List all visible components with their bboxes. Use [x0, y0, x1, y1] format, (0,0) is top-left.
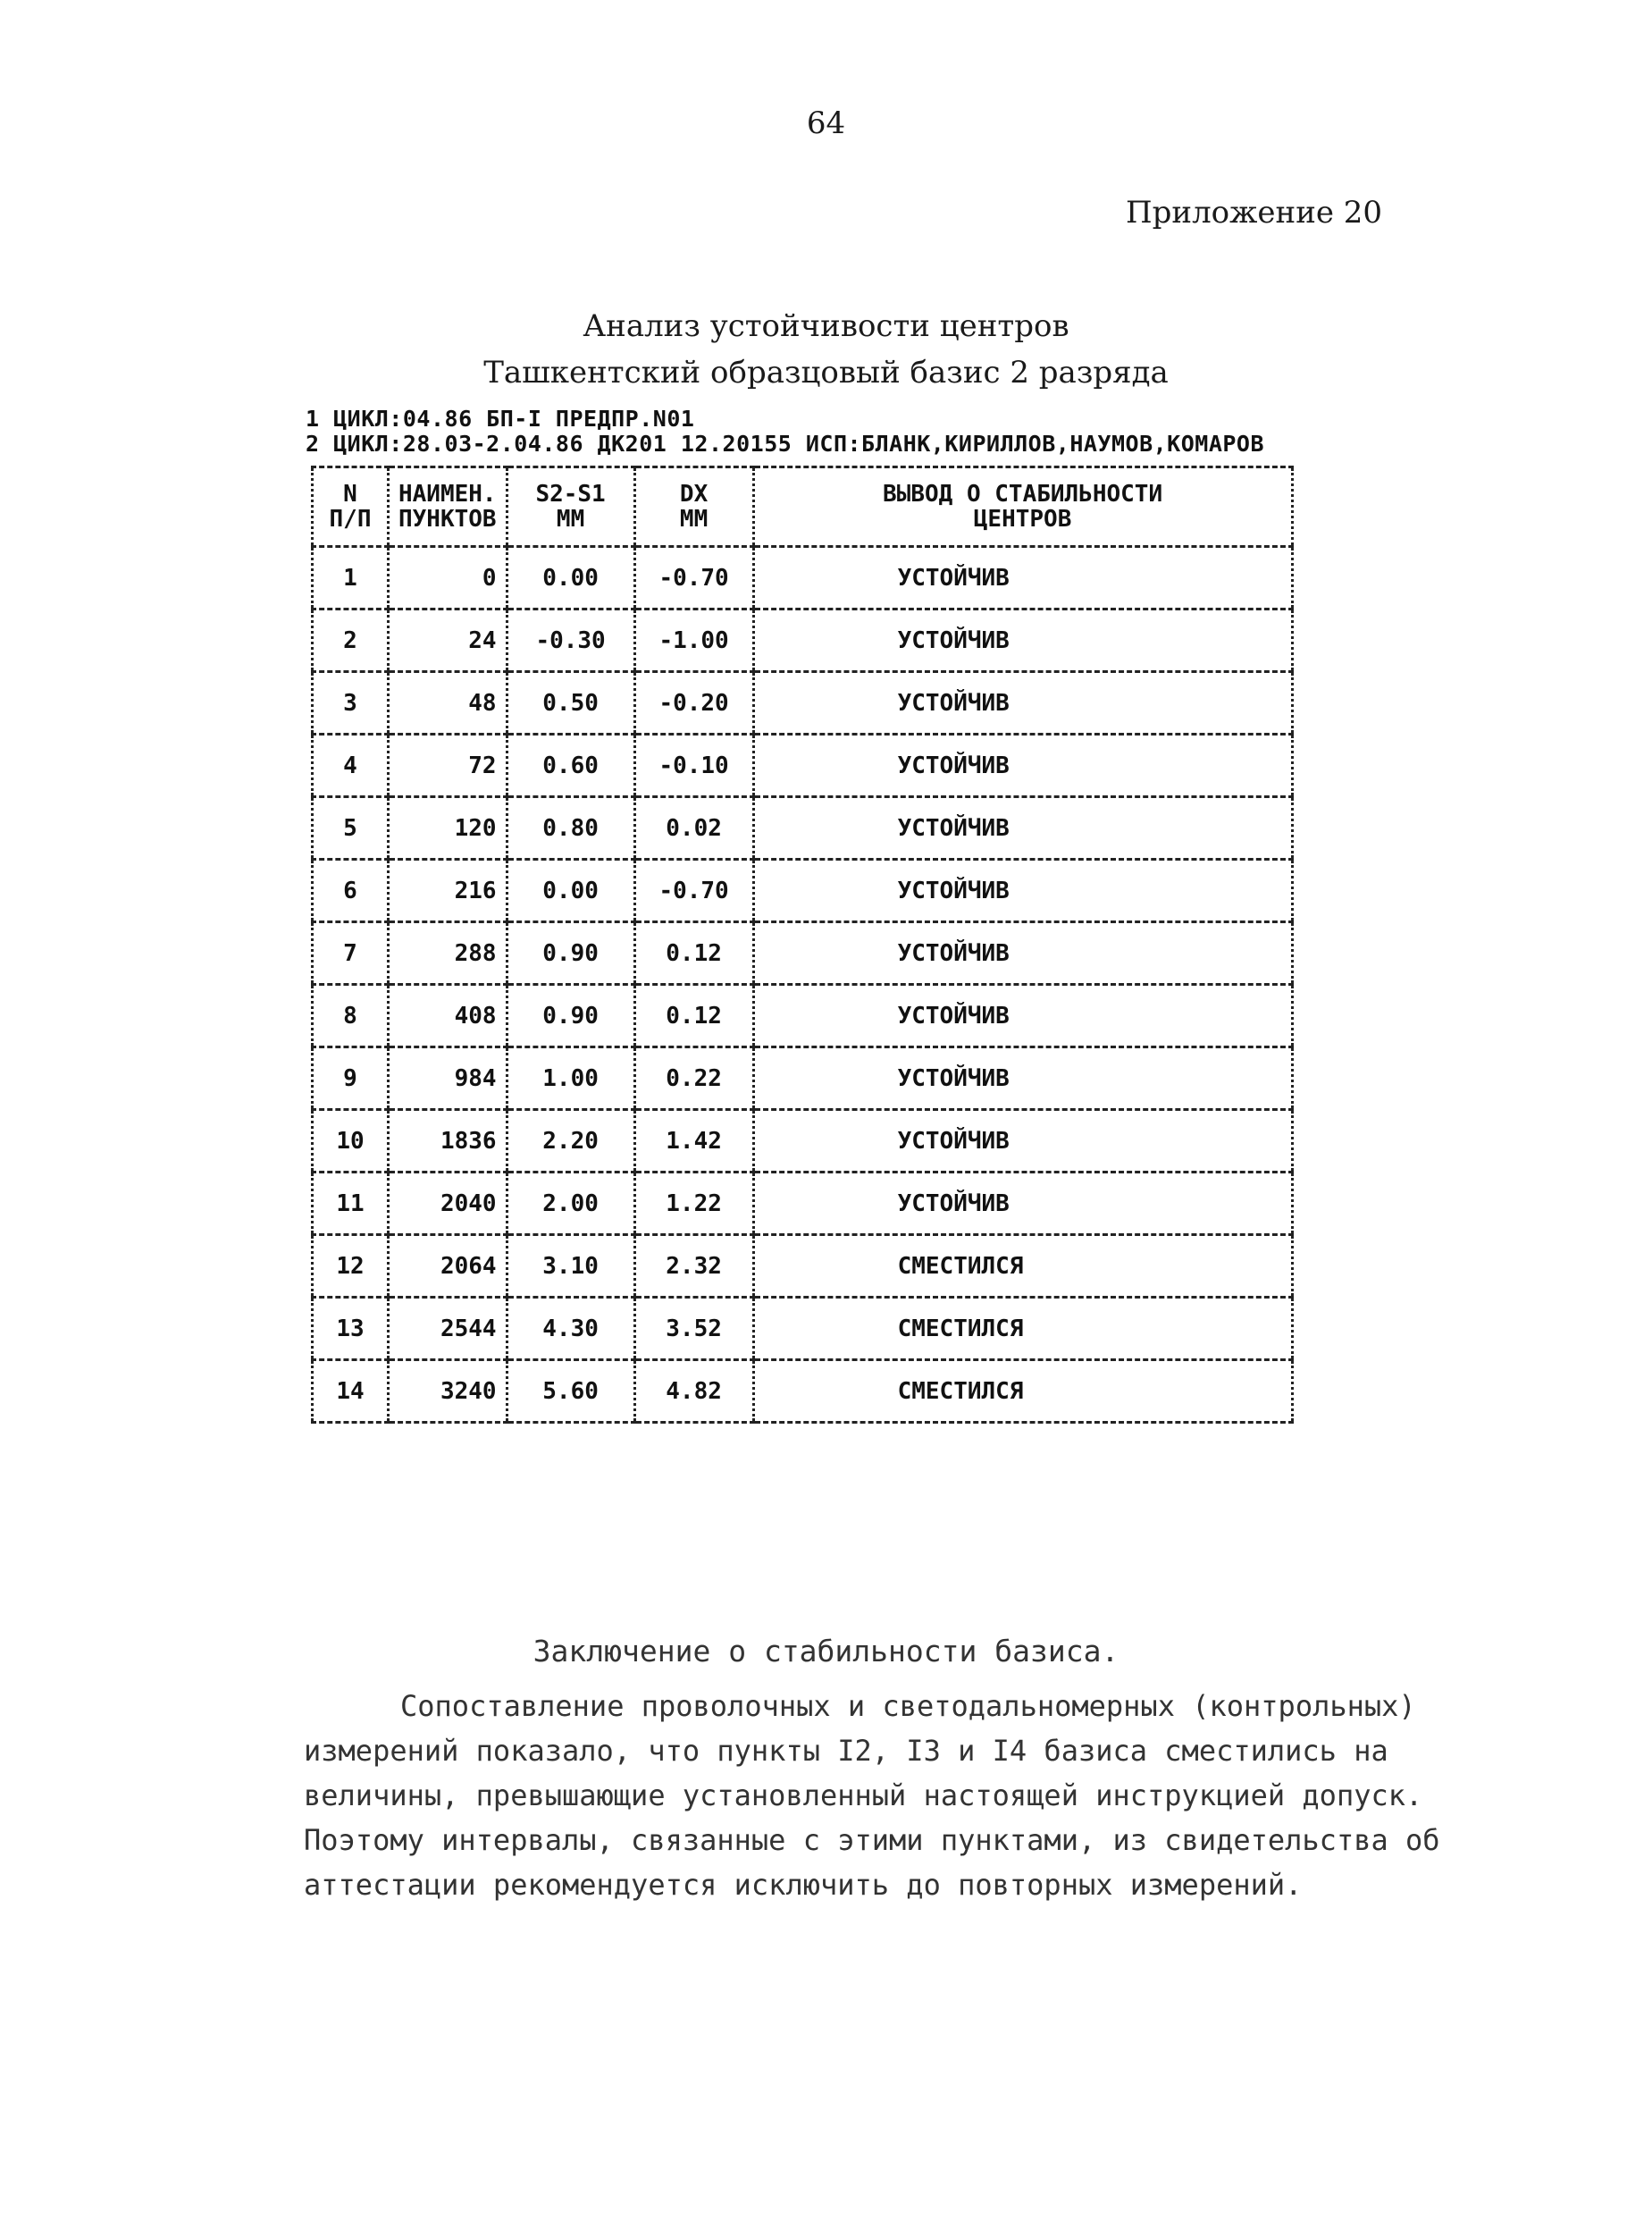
cell-stability: УСТОЙЧИВ — [753, 985, 1292, 1047]
table-row — [313, 1110, 1293, 1173]
cell-s2-s1: 1.00 — [507, 1047, 634, 1110]
cell-dx: 2.32 — [634, 1235, 753, 1298]
cell-stability: УСТОЙЧИВ — [753, 1110, 1292, 1173]
cell-stability: УСТОЙЧИВ — [753, 1047, 1292, 1110]
cell-stability: УСТОЙЧИВ — [753, 672, 1292, 735]
cell-number: 5 — [313, 797, 389, 860]
cell-point-name: 408 — [389, 985, 507, 1047]
table-row — [313, 547, 1293, 609]
appendix-label: Приложение 20 — [1126, 195, 1383, 231]
cell-dx: 0.22 — [634, 1047, 753, 1110]
cell-s2-s1: 0.60 — [507, 735, 634, 797]
header-number: N П/П — [313, 467, 389, 547]
cell-s2-s1: 0.00 — [507, 860, 634, 922]
cell-point-name: 216 — [389, 860, 507, 922]
table-row — [313, 609, 1293, 672]
table-row — [313, 985, 1293, 1047]
cell-point-name: 0 — [389, 547, 507, 609]
header-s2-s1: S2-S1 ММ — [507, 467, 634, 547]
cell-point-name: 288 — [389, 922, 507, 985]
cell-s2-s1: 0.00 — [507, 547, 634, 609]
cell-number: 12 — [313, 1235, 389, 1298]
cell-point-name: 120 — [389, 797, 507, 860]
cell-number: 13 — [313, 1298, 389, 1360]
table-row — [313, 672, 1293, 735]
printout-cycle-2: 2 ЦИКЛ:28.03-2.04.86 ДК201 12.20155 ИСП:БЛАНК,КИРИЛЛОВ,НАУМОВ,КОМАРОВ — [306, 431, 1265, 457]
printout-cycle-1: 1 ЦИКЛ:04.86 БП-I ПРЕДПР.N01 — [306, 406, 695, 432]
cell-stability: УСТОЙЧИВ — [753, 547, 1292, 609]
cell-number: 9 — [313, 1047, 389, 1110]
cell-stability: УСТОЙЧИВ — [753, 609, 1292, 672]
conclusion-body — [304, 1684, 1537, 1907]
cell-stability: УСТОЙЧИВ — [753, 797, 1292, 860]
conclusion-title: Заключение о стабильности базиса. — [532, 1634, 1120, 1669]
table-row — [313, 1360, 1293, 1423]
cell-s2-s1: 0.50 — [507, 672, 634, 735]
table-row — [313, 1235, 1293, 1298]
table-row — [313, 1047, 1293, 1110]
cell-point-name: 2544 — [389, 1298, 507, 1360]
cell-s2-s1: 2.20 — [507, 1110, 634, 1173]
cell-s2-s1: 0.90 — [507, 985, 634, 1047]
cell-dx: 3.52 — [634, 1298, 753, 1360]
cell-point-name: 1836 — [389, 1110, 507, 1173]
header-dx: DX ММ — [634, 467, 753, 547]
cell-point-name: 2064 — [389, 1235, 507, 1298]
cell-point-name: 984 — [389, 1047, 507, 1110]
header-point-name: НАИМЕН. ПУНКТОВ — [389, 467, 507, 547]
cell-stability: СМЕСТИЛСЯ — [753, 1360, 1292, 1423]
table-row — [313, 1298, 1293, 1360]
cell-point-name: 2040 — [389, 1173, 507, 1235]
cell-s2-s1: 4.30 — [507, 1298, 634, 1360]
cell-stability: УСТОЙЧИВ — [753, 1173, 1292, 1235]
cell-number: 10 — [313, 1110, 389, 1173]
cell-dx: 1.42 — [634, 1110, 753, 1173]
cell-point-name: 24 — [389, 609, 507, 672]
cell-stability: СМЕСТИЛСЯ — [753, 1298, 1292, 1360]
cell-number: 4 — [313, 735, 389, 797]
table-header-row — [313, 467, 1293, 547]
cell-dx: -0.10 — [634, 735, 753, 797]
cell-dx: -0.70 — [634, 547, 753, 609]
page-number: 64 — [806, 105, 846, 141]
cell-point-name: 3240 — [389, 1360, 507, 1423]
cell-number: 11 — [313, 1173, 389, 1235]
cell-stability: УСТОЙЧИВ — [753, 860, 1292, 922]
cell-dx: 1.22 — [634, 1173, 753, 1235]
table-row — [313, 1173, 1293, 1235]
cell-stability: СМЕСТИЛСЯ — [753, 1235, 1292, 1298]
table-row — [313, 922, 1293, 985]
conclusion-paragraph: Сопоставление проволочных и светодальномерных (контрольных) измерений показало, что пункты I2, I3 и I4 базиса сместились на величины, превышающие установленный настоящей инструкцией допуск. Поэтому интервалы, связанные с этими пунктами, из свидетельства об аттестации рекомендуется исключить до повторных измерений. — [304, 1689, 1440, 1902]
cell-s2-s1: 3.10 — [507, 1235, 634, 1298]
header-stability: ВЫВОД О СТАБИЛЬНОСТИ ЦЕНТРОВ — [753, 467, 1292, 547]
cell-stability: УСТОЙЧИВ — [753, 735, 1292, 797]
table-row — [313, 797, 1293, 860]
cell-number: 8 — [313, 985, 389, 1047]
cell-number: 6 — [313, 860, 389, 922]
cell-s2-s1: 0.90 — [507, 922, 634, 985]
cell-dx: -0.20 — [634, 672, 753, 735]
cell-s2-s1: -0.30 — [507, 609, 634, 672]
cell-dx: 0.12 — [634, 922, 753, 985]
cell-dx: -0.70 — [634, 860, 753, 922]
table-row — [313, 735, 1293, 797]
table-row — [313, 860, 1293, 922]
cell-dx: 0.12 — [634, 985, 753, 1047]
cell-point-name: 48 — [389, 672, 507, 735]
cell-s2-s1: 0.80 — [507, 797, 634, 860]
table-body — [313, 547, 1293, 1423]
computer-printout — [306, 407, 1294, 1424]
cell-number: 1 — [313, 547, 389, 609]
cell-s2-s1: 5.60 — [507, 1360, 634, 1423]
cell-dx: 0.02 — [634, 797, 753, 860]
cell-s2-s1: 2.00 — [507, 1173, 634, 1235]
cell-number: 14 — [313, 1360, 389, 1423]
cell-dx: 4.82 — [634, 1360, 753, 1423]
stability-table — [311, 466, 1294, 1424]
cell-dx: -1.00 — [634, 609, 753, 672]
cell-number: 3 — [313, 672, 389, 735]
cell-stability: УСТОЙЧИВ — [753, 922, 1292, 985]
cell-point-name: 72 — [389, 735, 507, 797]
cell-number: 7 — [313, 922, 389, 985]
cell-number: 2 — [313, 609, 389, 672]
document-title: Анализ устойчивости центров — [583, 308, 1069, 344]
document-subtitle: Ташкентский образцовый базис 2 разряда — [483, 355, 1169, 391]
